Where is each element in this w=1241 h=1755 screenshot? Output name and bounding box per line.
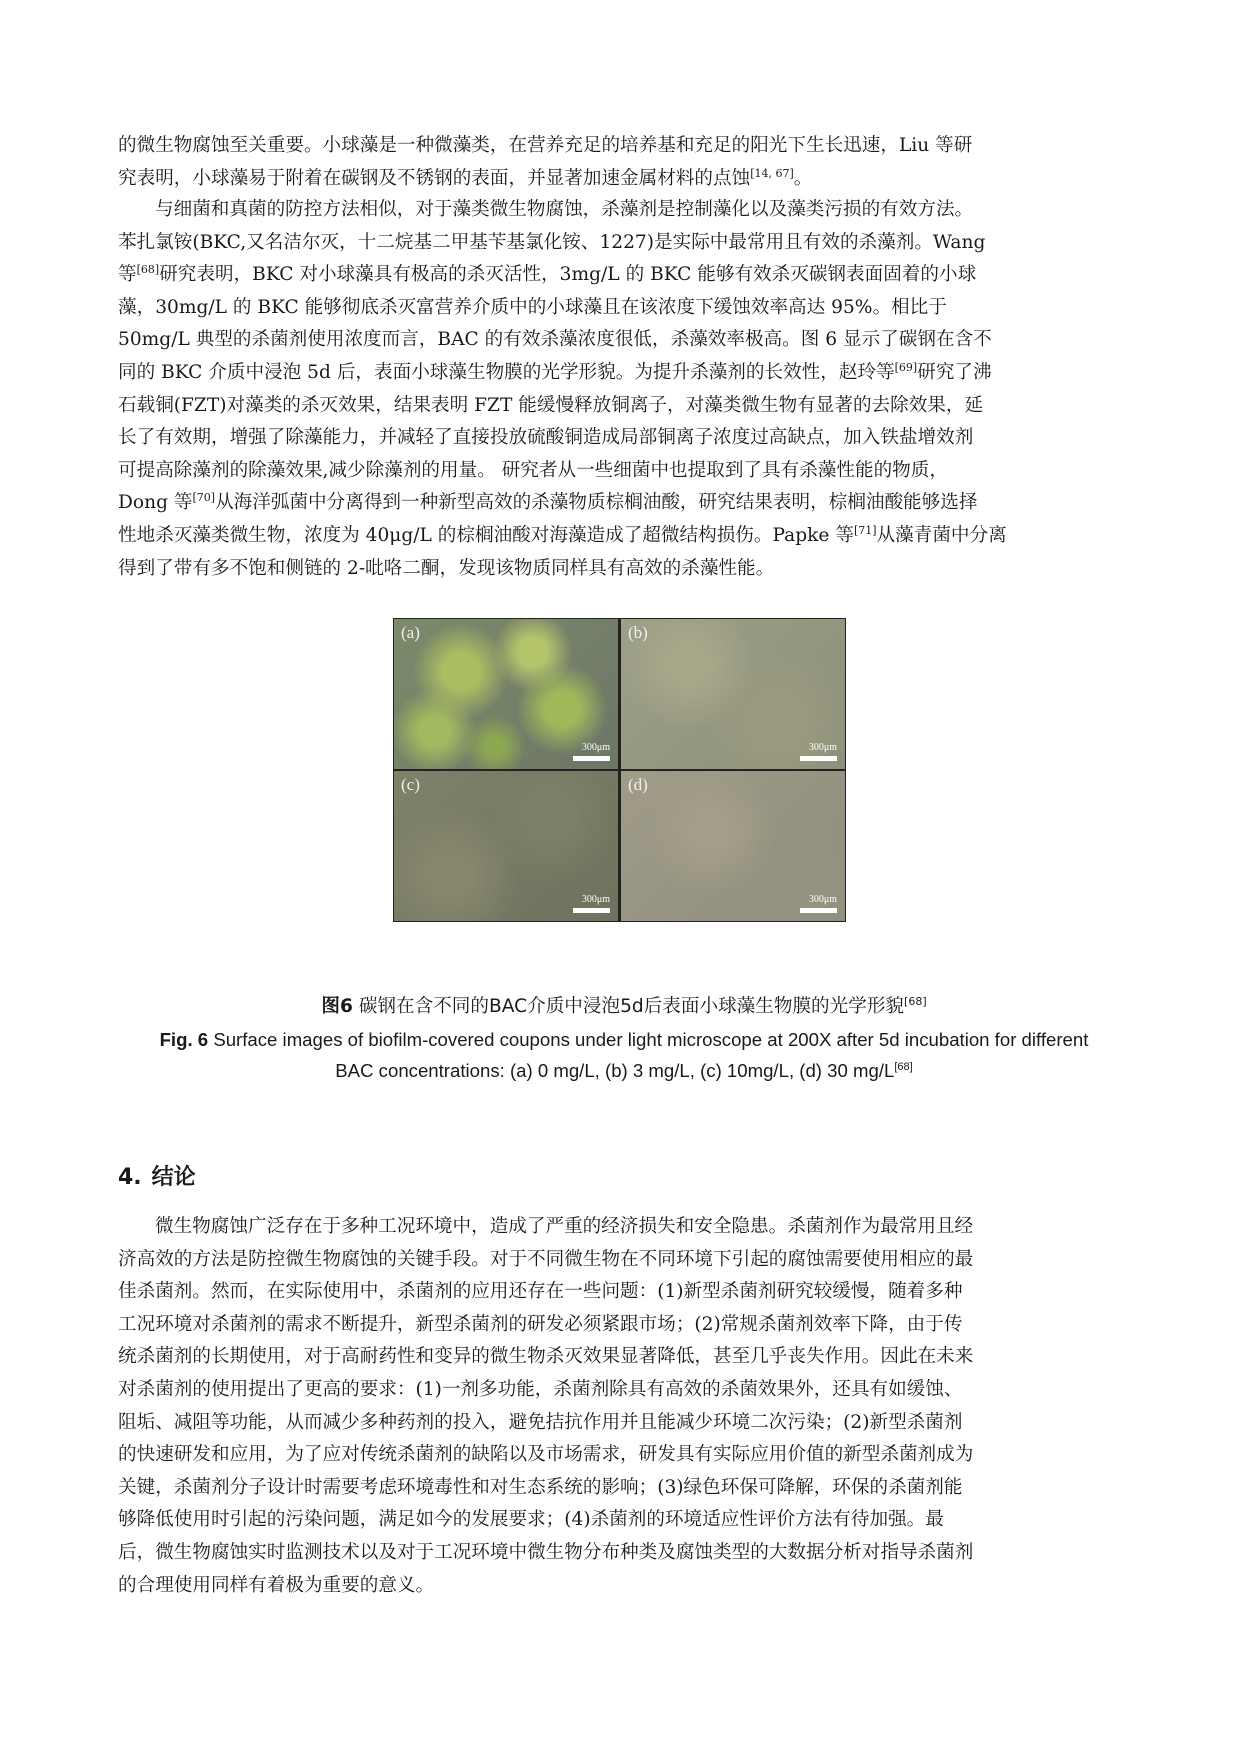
- caption-line: Fig. 6 Surface images of biofilm-covered coupons under light microscope at 200X after 5d incubation for different: [159, 1029, 1089, 1050]
- citation-ref: [68]: [904, 994, 927, 1008]
- text-line: 关键，杀菌剂分子设计时需要考虑环境毒性和对生态系统的影响；(3)绿色环保可降解，环保的杀菌剂能: [118, 1476, 963, 1498]
- text-line: 济高效的方法是防控微生物腐蚀的关键手段。对于不同微生物在不同环境下引起的腐蚀需要使用相应的最: [118, 1248, 974, 1270]
- scale-bar-label: 300μm: [581, 894, 610, 905]
- scale-bar-label: 300μm: [808, 742, 837, 753]
- text-line: 等[68]研究表明，BKC 对小球藻具有极高的杀灭活性，3mg/L 的 BKC 能够有效杀灭碳钢表面固着的小球: [118, 263, 977, 286]
- text-line: 与细菌和真菌的防控方法相似，对于藻类微生物腐蚀，杀藻剂是控制藻化以及藻类污损的有效方法。: [155, 199, 974, 220]
- scale-bar: [573, 756, 610, 761]
- citation-ref: [14, 67]: [750, 166, 794, 180]
- text-line: 石载铜(FZT)对藻类的杀灭效果，结果表明 FZT 能缓慢释放铜离子，对藻类微生物有显著的去除效果，延: [118, 394, 984, 416]
- scale-bar-label: 300μm: [581, 742, 610, 753]
- figure-6-micrographs: [393, 618, 846, 922]
- figure-caption-chinese: [118, 992, 1130, 1018]
- citation-ref: [70]: [192, 491, 216, 505]
- panel-label: (c): [401, 775, 420, 794]
- section-title: 结论: [151, 1165, 196, 1190]
- figure-label: Fig. 6: [159, 1029, 209, 1050]
- text-line: 的快速研发和应用，为了应对传统杀菌剂的缺陷以及市场需求，研发具有实际应用价值的新型杀菌剂成为: [118, 1444, 974, 1466]
- citation-ref: [71]: [853, 523, 877, 537]
- text-line: 对杀菌剂的使用提出了更高的要求：(1)一剂多功能，杀菌剂除具有高效的杀菌效果外，还具有如缓蚀、: [118, 1378, 963, 1400]
- panel-label: (d): [628, 775, 648, 794]
- citation-ref: [69]: [894, 360, 918, 374]
- scale-bar: [800, 756, 837, 761]
- figure-label: 图6: [321, 996, 353, 1017]
- scale-bar-label: 300μm: [808, 894, 837, 905]
- paragraph-conclusion: [118, 1211, 1130, 1602]
- caption-line: BAC concentrations: (a) 0 mg/L, (b) 3 mg/L, (c) 10mg/L, (d) 30 mg/L[68]: [335, 1060, 913, 1081]
- text-line: Dong 等[70]从海洋弧菌中分离得到一种新型高效的杀藻物质棕榈油酸，研究结果表明，棕榈油酸能够选择: [118, 491, 978, 514]
- text-line: 微生物腐蚀广泛存在于多种工况环境中，造成了严重的经济损失和安全隐患。杀菌剂作为最常用且经: [155, 1216, 974, 1237]
- text-line: 究表明，小球藻易于附着在碳钢及不锈钢的表面，并显著加速金属材料的点蚀[14, 67]。: [118, 166, 813, 189]
- paragraph-intro-continued: [118, 130, 1130, 195]
- text-line: 的合理使用同样有着极为重要的意义。: [118, 1574, 435, 1596]
- section-heading-conclusion: [118, 1160, 196, 1191]
- text-line: 后，微生物腐蚀实时监测技术以及对于工况环境中微生物分布种类及腐蚀类型的大数据分析对指导杀菌剂: [118, 1541, 974, 1563]
- text-line: 同的 BKC 介质中浸泡 5d 后，表面小球藻生物膜的光学形貌。为提升杀藻剂的长效性，赵玲等[69]研究了沸: [118, 360, 992, 383]
- text-line: 阻垢、减阻等功能，从而减少多种药剂的投入，避免拮抗作用并且能减少环境二次污染；(2)新型杀菌剂: [118, 1411, 963, 1433]
- caption-text: 碳钢在含不同的BAC介质中浸泡5d后表面小球藻生物膜的光学形貌: [358, 996, 905, 1017]
- section-number: 4.: [118, 1165, 142, 1190]
- text-line: 佳杀菌剂。然而，在实际使用中，杀菌剂的应用还存在一些问题：(1)新型杀菌剂研究较缓慢，随着多种: [118, 1281, 963, 1303]
- micrograph-panel-b: [621, 619, 845, 769]
- scale-bar: [573, 908, 610, 913]
- text-line: 藻，30mg/L 的 BKC 能够彻底杀灭富营养介质中的小球藻且在该浓度下缓蚀效率高达 95%。相比于: [118, 296, 947, 318]
- text-line: 的微生物腐蚀至关重要。小球藻是一种微藻类，在营养充足的培养基和充足的阳光下生长迅速，Liu 等研: [118, 135, 973, 156]
- text-line: 统杀菌剂的长期使用，对于高耐药性和变异的微生物杀灭效果显著降低，甚至几乎丧失作用。因此在未来: [118, 1346, 974, 1368]
- text-line: 得到了带有多不饱和侧链的 2-吡咯二酮，发现该物质同样具有高效的杀藻性能。: [118, 557, 775, 579]
- scale-bar: [800, 908, 837, 913]
- text-line: 可提高除藻剂的除藻效果,减少除藻剂的用量。 研究者从一些细菌中也提取到了具有杀藻性能的物质，: [118, 459, 948, 481]
- citation-ref: [68]: [894, 1060, 913, 1073]
- text-line: 长了有效期，增强了除藻能力，并减轻了直接投放硫酸铜造成局部铜离子浓度过高缺点，加入铁盐增效剂: [118, 427, 974, 449]
- text-line: 够降低使用时引起的污染问题，满足如今的发展要求；(4)杀菌剂的环境适应性评价方法有待加强。最: [118, 1509, 944, 1531]
- micrograph-panel-c: [394, 771, 618, 921]
- text-line: 苯扎氯铵(BKC,又名洁尔灭，十二烷基二甲基苄基氯化铵、1227)是实际中最常用且有效的杀藻剂。Wang: [118, 231, 986, 253]
- text-line: 性地杀灭藻类微生物，浓度为 40μg/L 的棕榈油酸对海藻造成了超微结构损伤。Papke 等[71]从藻青菌中分离: [118, 523, 1007, 546]
- citation-ref: [68]: [136, 263, 160, 276]
- figure-caption-english: [118, 1024, 1130, 1086]
- panel-label: (b): [628, 623, 648, 642]
- micrograph-panel-a: [394, 619, 618, 769]
- text-line: 工况环境对杀菌剂的需求不断提升，新型杀菌剂的研发必须紧跟市场；(2)常规杀菌剂效率下降，由于传: [118, 1313, 963, 1335]
- panel-label: (a): [401, 623, 420, 642]
- micrograph-panel-d: [621, 771, 845, 921]
- text-line: 50mg/L 典型的杀菌剂使用浓度而言，BAC 的有效杀藻浓度很低，杀藻效率极高。图 6 显示了碳钢在含不: [118, 329, 992, 351]
- paragraph-algaecides: [118, 194, 1130, 585]
